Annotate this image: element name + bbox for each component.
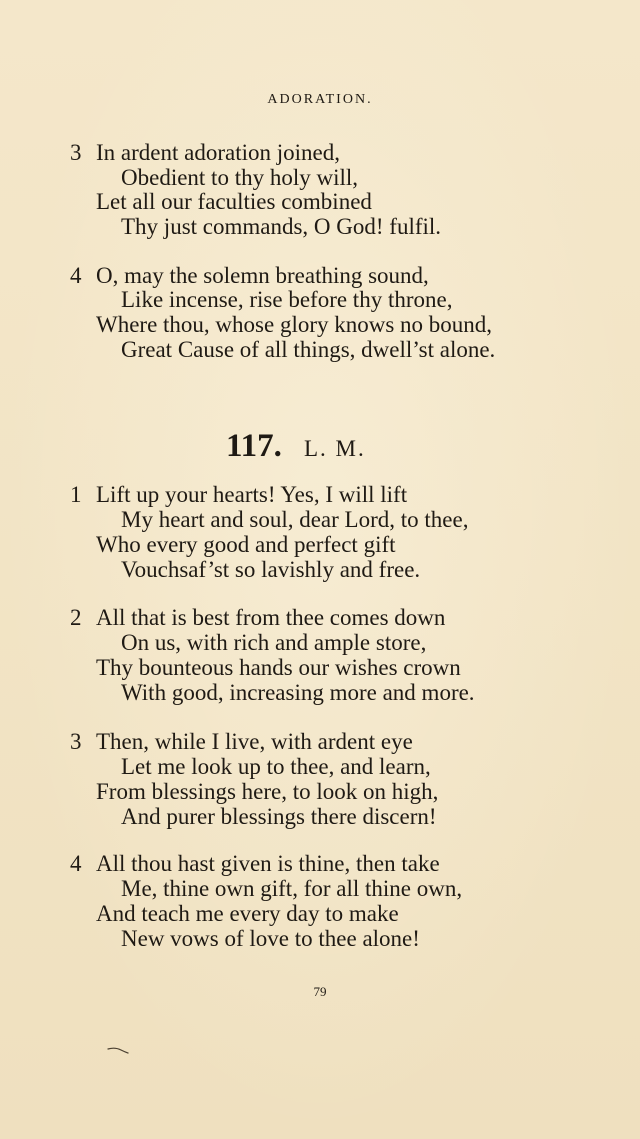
verse-line: Let me look up to thee, and learn,: [121, 754, 431, 779]
verse-line: Where thou, whose glory knows no bound,: [96, 312, 493, 337]
stanza-number: 3: [70, 140, 82, 165]
stanza-number: 2: [70, 605, 82, 630]
verse-line: With good, increasing more and more.: [121, 680, 475, 705]
stanza-number: 1: [70, 482, 82, 507]
stanza-number: 4: [70, 851, 82, 876]
stanza-number: 3: [70, 729, 82, 754]
verse-line: All thou hast given is thine, then take: [96, 851, 440, 876]
verse-line: From blessings here, to look on high,: [96, 779, 439, 804]
verse-line: Thy just commands, O God! fulfil.: [121, 214, 442, 239]
verse-line: Then, while I live, with ardent eye: [96, 729, 413, 754]
verse-line: My heart and soul, dear Lord, to thee,: [121, 507, 469, 532]
hymn-heading: [226, 428, 366, 465]
verse-line: New vows of love to thee alone!: [121, 926, 420, 951]
verse-line: Vouchsaf’st so lavishly and free.: [121, 557, 421, 582]
verse-line: Lift up your hearts! Yes, I will lift: [96, 482, 408, 507]
verse-line: On us, with rich and ample store,: [121, 630, 427, 655]
verse-line: O, may the solemn breathing sound,: [96, 263, 429, 288]
stanza-number: 4: [70, 263, 82, 288]
page-number: 79: [313, 984, 327, 999]
running-head: ADORATION.: [267, 92, 373, 107]
hymn-meter: L. M.: [303, 436, 366, 461]
hymn-number: 117.: [226, 428, 282, 464]
verse-line: Obedient to thy holy will,: [121, 165, 359, 190]
verse-line: Who every good and perfect gift: [96, 532, 396, 557]
verse-line: And teach me every day to make: [96, 901, 399, 926]
verse-line: In ardent adoration joined,: [96, 140, 340, 165]
ink-mark: [107, 1046, 129, 1054]
verse-line: Thy bounteous hands our wishes crown: [96, 655, 461, 680]
verse-line: All that is best from thee comes down: [96, 605, 446, 630]
verse-line: Great Cause of all things, dwell’st alone.: [121, 337, 496, 362]
verse-line: And purer blessings there discern!: [121, 804, 437, 829]
verse-line: Like incense, rise before thy throne,: [121, 287, 453, 312]
verse-line: Let all our faculties combined: [96, 189, 372, 214]
verse-line: Me, thine own gift, for all thine own,: [121, 876, 463, 901]
